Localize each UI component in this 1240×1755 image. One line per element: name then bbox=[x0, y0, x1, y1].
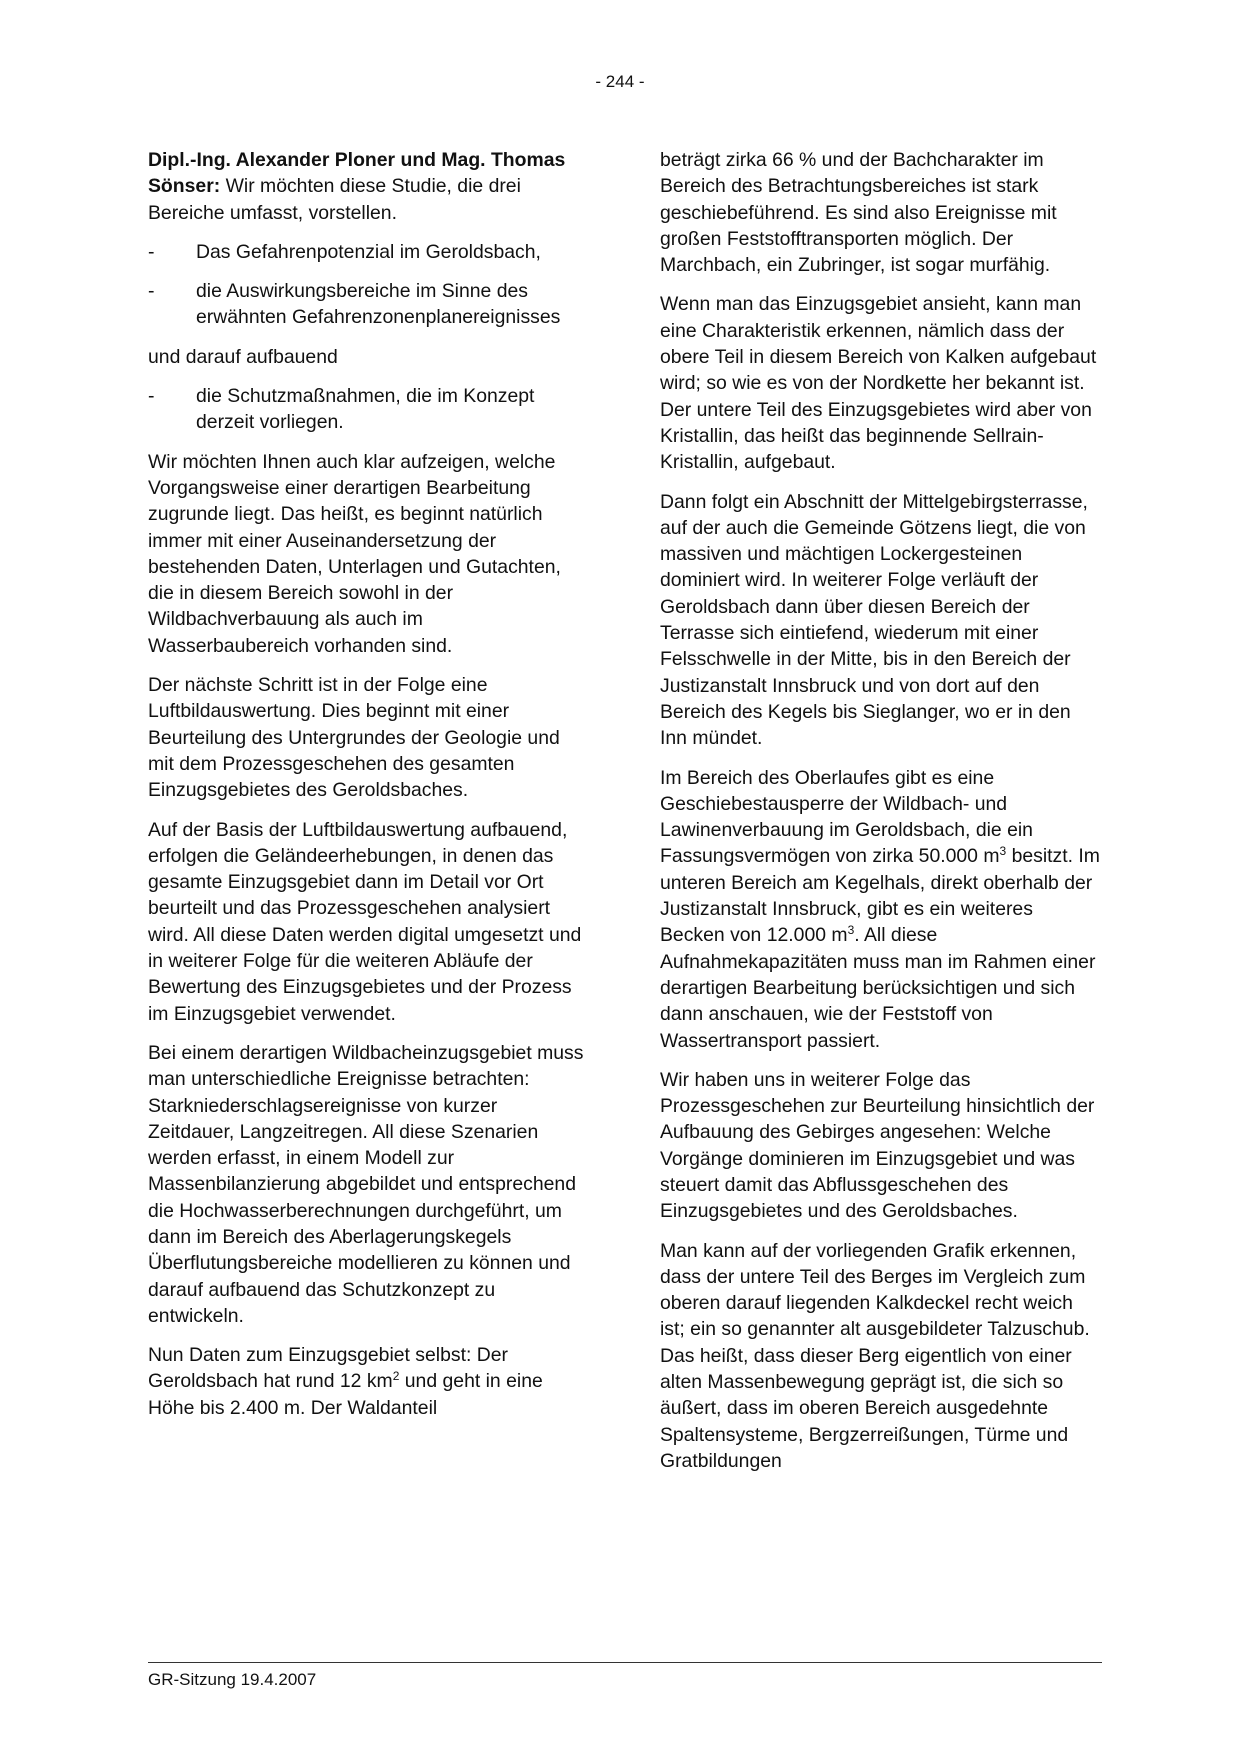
list-item-text: Das Gefahrenpotenzial im Geroldsbach, bbox=[196, 240, 541, 263]
paragraph: beträgt zirka 66 % und der Bachcharakter im Bereich des Betrachtungsbereiches ist stark geschiebeführend. Es sind also Ereignisse mit großen Feststofftransporten möglich. Der Marchbach, ein Zubringer, ist sogar murfähig. bbox=[660, 149, 1057, 277]
paragraph: Wir haben uns in weiterer Folge das Prozessgeschehen zur Beurteilung hinsichtlich der Aufbauung des Gebirges angesehen: Welche Vorgänge dominieren im Einzugsgebiet und was steuert damit das Abflussgeschehen des Einzugsgebietes und des Geroldsbaches. bbox=[660, 1068, 1095, 1223]
paragraph: Bei einem derartigen Wildbacheinzugsgebiet muss man unterschiedliche Ereignisse betrachten: Starkniederschlagsereignisse von kurzer Zeitdauer, Langzeitregen. All diese Szenarien werden erfasst, in einem Modell zur Massenbilanzierung abgebildet und entsprechend die Hochwasserberechnungen durchgeführt, um dann im Bereich des Aberlagerungskegels Überflutungsbereiche modellieren zu können und darauf aufbauend das Schutzkonzept zu entwickeln. bbox=[148, 1041, 584, 1327]
connector-text: und darauf aufbauend bbox=[148, 345, 338, 368]
superscript: 2 bbox=[392, 1369, 400, 1384]
intro-text: Wir möchten diese Studie, die drei Bereiche umfasst, vorstellen. bbox=[148, 175, 521, 224]
list-item bbox=[148, 278, 588, 331]
intro-paragraph bbox=[148, 147, 588, 226]
superscript: 3 bbox=[999, 844, 1007, 859]
area-paragraph bbox=[148, 1342, 588, 1421]
paragraph: Der nächste Schritt ist in der Folge eine Luftbildauswertung. Dies beginnt mit einer Beurteilung des Untergrundes der Geologie und mit dem Prozessgeschehen des gesamten Einzugsgebietes des Geroldsbaches. bbox=[148, 674, 560, 802]
paragraph: Wenn man das Einzugsgebiet ansieht, kann man eine Charakteristik erkennen, nämlich dass der obere Teil in diesem Bereich von Kalken aufgebaut wird; so wie es von der Nordkette her bekannt ist. Der untere Teil des Einzugsgebietes wird aber von Kristallin, das heißt das beginnende Sellrain-Kristallin, aufgebaut. bbox=[660, 293, 1097, 474]
speaker-names: Dipl.-Ing. Alexander Ploner und Mag. Thomas Sönser: bbox=[148, 149, 566, 198]
volume-text-2: besitzt. Im unteren Bereich am Kegelhals, direkt oberhalb der Justizanstalt Innsbruck, gibt es ein weiteres Becken von 12.000 m bbox=[660, 845, 1100, 947]
volume-text-1: Im Bereich des Oberlaufes gibt es eine Geschiebestausperre der Wildbach- und Lawinenverbauung im Geroldsbach, die ein Fassungsvermögen von zirka 50.000 m bbox=[660, 766, 1033, 868]
list-item-text: die Auswirkungsbereiche im Sinne des erwähnten Gefahrenzonenplanereignisses bbox=[196, 280, 561, 329]
right-column bbox=[660, 147, 1100, 1487]
page-number: - 244 - bbox=[595, 72, 645, 91]
paragraph: Wir möchten Ihnen auch klar aufzeigen, welche Vorgangsweise einer derartigen Bearbeitung zugrunde liegt. Das heißt, es beginnt natürlich immer mit einer Auseinandersetzung der bestehenden Daten, Unterlagen und Gutachten, die in diesem Bereich sowohl in der Wildbachverbauung als auch im Wasserbaubereich vorhanden sind. bbox=[148, 450, 561, 657]
superscript: 3 bbox=[847, 923, 855, 938]
paragraph: Man kann auf der vorliegenden Grafik erkennen, dass der untere Teil des Berges im Vergleich zum oberen darauf liegenden Kalkdeckel recht weich ist; ein so genannter alt ausgebildeter Talzuschub. Das heißt, dass dieser Berg eigentlich von einer alten Massenbewegung geprägt ist, die sich so äußert, dass im oberen Bereich ausgedehnte Spaltensysteme, Bergzerreißungen, Türme und Gratbildungen bbox=[660, 1239, 1090, 1472]
footer-text: GR-Sitzung 19.4.2007 bbox=[148, 1670, 317, 1689]
paragraph: Dann folgt ein Abschnitt der Mittelgebirgsterrasse, auf der auch die Gemeinde Götzens liegt, die von massiven und mächtigen Lockergesteinen dominiert wird. In weiterer Folge verläuft der Geroldsbach dann über diesen Bereich der Terrasse sich eintiefend, wiederum mit einer Felsschwelle in der Mitte, bis in den Bereich der Justizanstalt Innsbruck und von dort auf den Bereich des Kegels bis Sieglanger, wo er in den Inn mündet. bbox=[660, 490, 1088, 750]
list-dash: - bbox=[148, 385, 155, 408]
list-item-text: die Schutzmaßnahmen, die im Konzept derzeit vorliegen. bbox=[196, 385, 535, 434]
area-text-before: Nun Daten zum Einzugsgebiet selbst: Der Geroldsbach hat rund 12 km bbox=[148, 1344, 508, 1393]
area-text-after: und geht in eine Höhe bis 2.400 m. Der Waldanteil bbox=[148, 1370, 543, 1419]
list-dash: - bbox=[148, 280, 155, 303]
volume-paragraph bbox=[660, 765, 1100, 1054]
left-column bbox=[148, 147, 588, 1434]
list-item bbox=[148, 383, 588, 436]
footer-divider bbox=[148, 1662, 1102, 1663]
list-item bbox=[148, 239, 588, 265]
paragraph: Auf der Basis der Luftbildauswertung aufbauend, erfolgen die Geländeerhebungen, in denen das gesamte Einzugsgebiet dann im Detail vor Ort beurteilt und das Prozessgeschehen analysiert wird. All diese Daten werden digital umgesetzt und in weiterer Folge für die weiteren Abläufe der Bewertung des Einzugsgebietes und der Prozess im Einzugsgebiet verwendet. bbox=[148, 818, 582, 1025]
list-dash: - bbox=[148, 240, 155, 263]
volume-text-3: . All diese Aufnahmekapazitäten muss man im Rahmen einer derartigen Bearbeitung berücksichtigen und sich dann anschauen, wie der Feststoff von Wassertransport passiert. bbox=[660, 924, 1096, 1052]
